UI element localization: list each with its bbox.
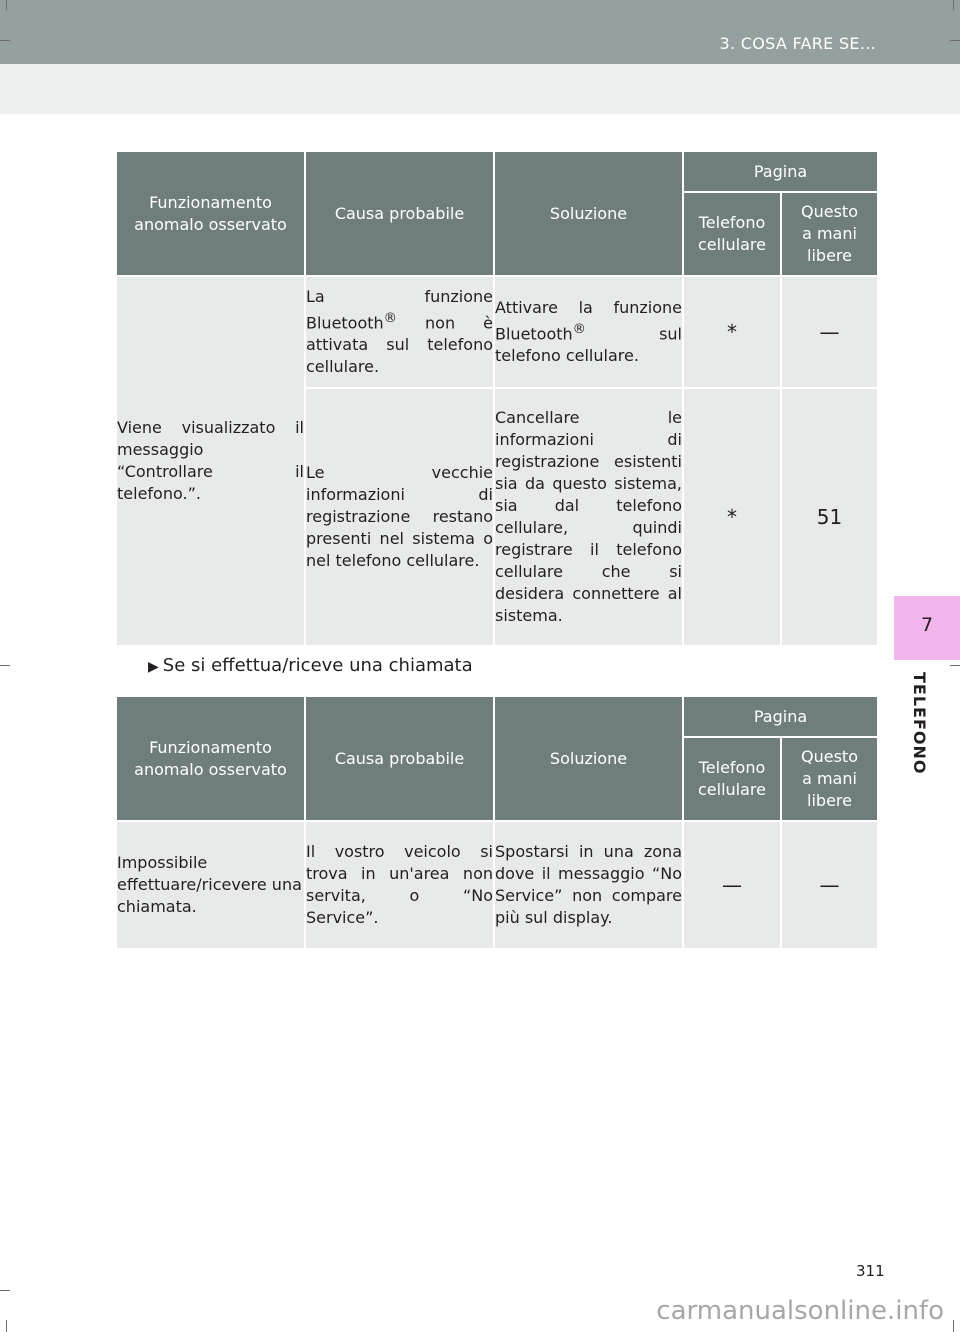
header-cause: Causa probabile [305,696,494,821]
crop-mark [0,40,10,41]
cause-cell [305,276,494,388]
header-solution: Soluzione [494,151,683,276]
page-phone-cell: * [683,276,781,388]
solution-cell [494,276,683,388]
solution-cell: Cancellare le informazioni di registrazione esistenti sia da questo sistema, sia dal telefono cellulare, quindi registrare il telefono cellulare che si desidera connettere al sistema. [494,388,683,646]
triangle-arrow-icon: ▶ [148,659,159,675]
solution-cell: Spostarsi in una zona dove il messaggio “No Service” non compare più sul display. [494,821,683,949]
crop-mark [950,665,960,666]
page-handsfree-cell: 51 [781,388,878,646]
page-number: 311 [856,1262,885,1280]
page-handsfree-cell: — [781,821,878,949]
cause-text: non è attivata sul telefono cellulare. [306,313,493,377]
page-phone-cell: * [683,388,781,646]
header-issue: Funzionamento anomalo osservato [116,151,305,276]
header-issue: Funzionamento anomalo osservato [116,696,305,821]
registered-mark: ® [383,310,397,326]
header-page: Pagina [683,151,878,192]
troubleshooting-table-1 [115,150,879,647]
cause-cell: Il vostro veicolo si trova in un'area non servita, o “No Service”. [305,821,494,949]
watermark: carmanualsonline.info [656,1296,944,1326]
crop-mark [953,1320,954,1332]
cause-text: La funzione Bluetooth [306,286,493,333]
header-page: Pagina [683,696,878,737]
chapter-title: 3. COSA FARE SE... [719,34,876,53]
header-page-phone: Telefono cellulare [683,737,781,821]
crop-mark [6,0,7,10]
header-subband [0,64,960,114]
header-page-handsfree: Questo a mani libere [781,192,878,276]
section-heading-text: Se si effettua/riceve una chiamata [162,655,473,676]
issue-cell: Viene visualizzato il messaggio “Controllare il telefono.”. [116,276,305,646]
page-handsfree-cell: — [781,276,878,388]
chapter-label: TELEFONO [910,672,929,775]
solution-text: Attivare la funzione Bluetooth [495,297,682,344]
crop-mark [6,1320,7,1332]
header-solution: Soluzione [494,696,683,821]
header-band [0,0,960,64]
crop-mark [0,665,10,666]
cause-cell: Le vecchie informazioni di registrazione restano presenti nel sistema o nel telefono cellulare. [305,388,494,646]
section-heading [148,655,473,676]
solution-text: sul telefono cellulare. [495,324,682,366]
chapter-tab [894,596,960,660]
header-cause: Causa probabile [305,151,494,276]
header-page-phone: Telefono cellulare [683,192,781,276]
crop-mark [953,0,954,10]
registered-mark: ® [572,321,586,337]
crop-mark [0,1290,10,1291]
page-phone-cell: — [683,821,781,949]
header-page-handsfree: Questo a mani libere [781,737,878,821]
crop-mark [950,40,960,41]
chapter-number: 7 [920,614,934,636]
issue-cell: Impossibile effettuare/ricevere una chiamata. [116,821,305,949]
troubleshooting-table-2 [115,695,879,950]
